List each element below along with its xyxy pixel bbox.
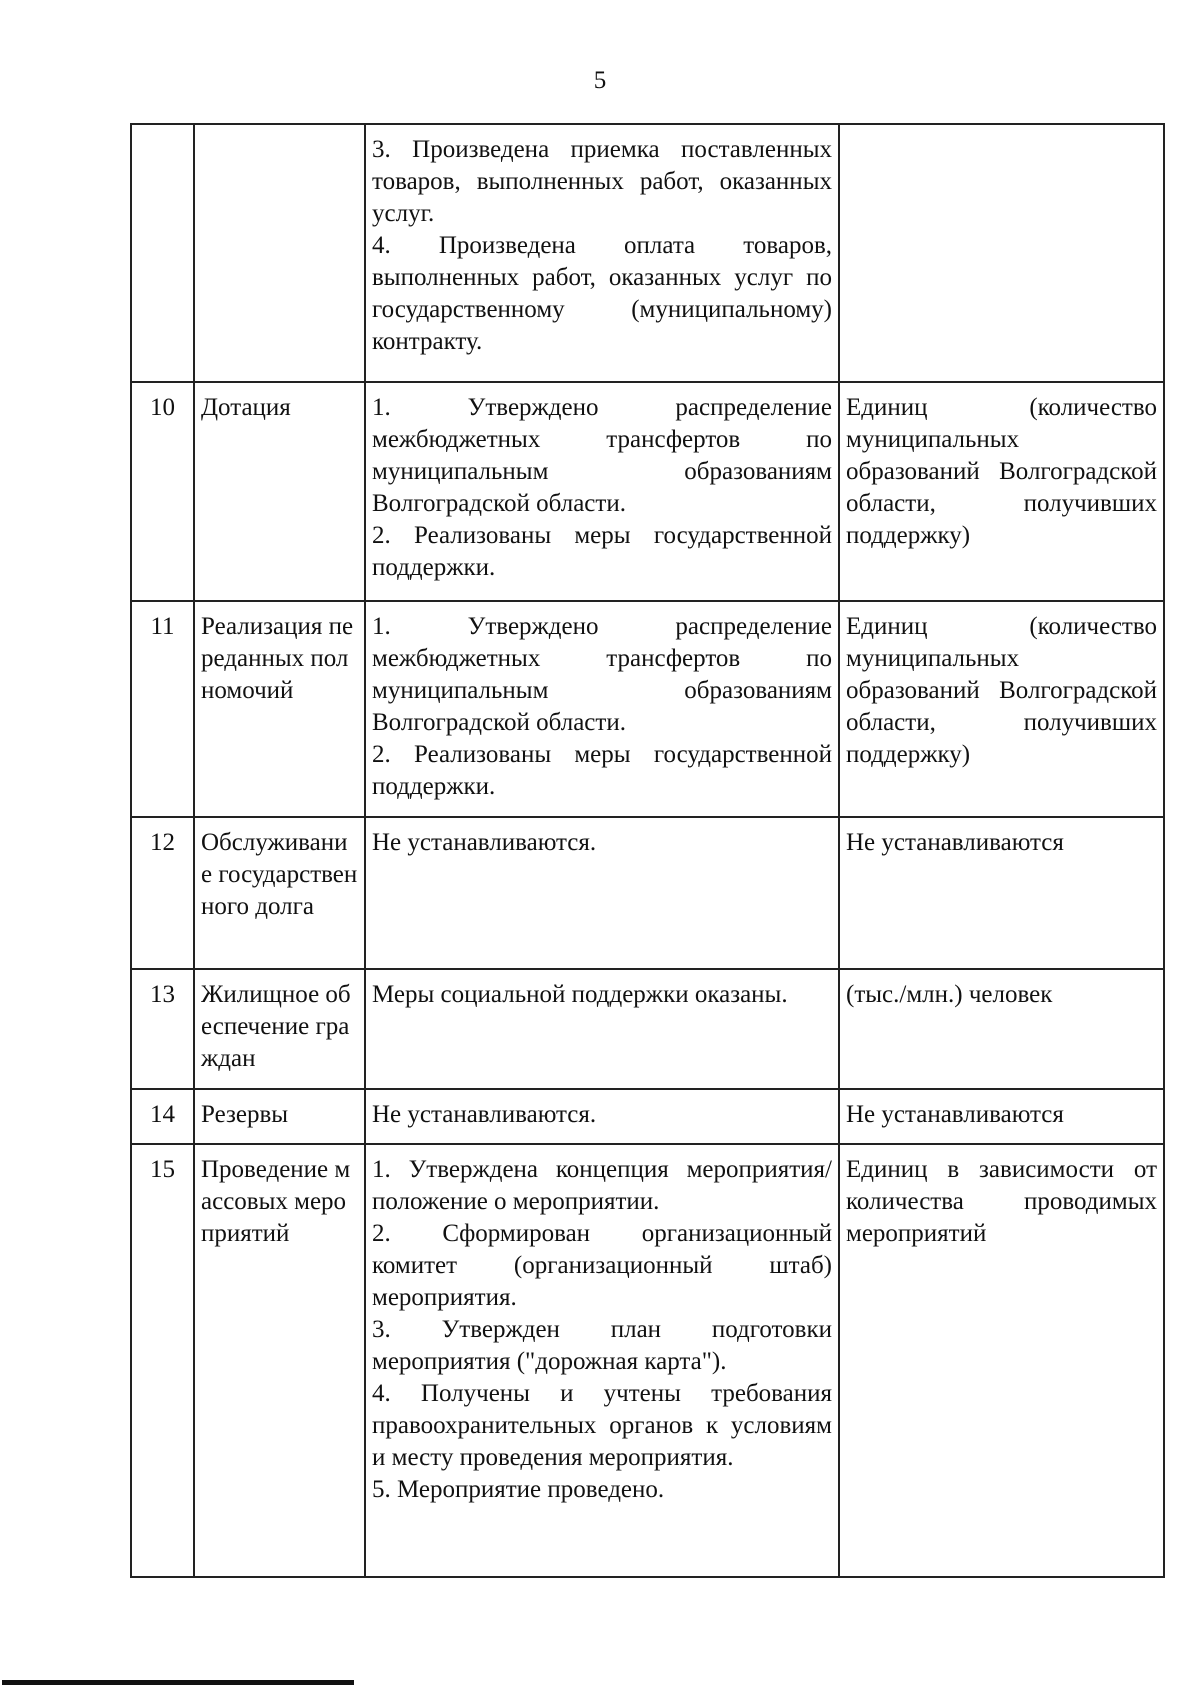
row-number-cell: 13 [131, 969, 194, 1089]
row-name-cell: Дотация [194, 382, 365, 601]
result-item: Не устанавливаются. [372, 1101, 597, 1128]
results-table [130, 123, 1165, 1578]
row-results-cell [365, 1089, 839, 1144]
row-unit-cell: Единиц (количество муниципальных образований Волгоградской области, получивших поддержку) [839, 601, 1164, 817]
row-name-cell [194, 124, 365, 382]
result-item: 2. Реализованы меры государственной поддержки. [372, 741, 832, 800]
row-name-cell: Проведение массовых мероприятий [194, 1144, 365, 1577]
row-name-cell: Реализация переданных полномочий [194, 601, 365, 817]
row-number-cell: 10 [131, 382, 194, 601]
row-name-cell: Жилищное обеспечение граждан [194, 969, 365, 1089]
row-results-cell [365, 1144, 839, 1577]
row-unit-cell [839, 124, 1164, 382]
result-item: 1. Утверждено распределение межбюджетных трансфертов по муниципальным образованиям Волгоградской области. [372, 394, 832, 517]
row-unit-cell: (тыс./млн.) человек [839, 969, 1164, 1089]
row-name-cell: Обслуживание государственного долга [194, 817, 365, 969]
row-number-cell: 12 [131, 817, 194, 969]
table-row [131, 382, 1164, 601]
result-item: 5. Мероприятие проведено. [372, 1476, 665, 1503]
result-item: 1. Утверждено распределение межбюджетных трансфертов по муниципальным образованиям Волгоградской области. [372, 613, 832, 736]
result-item: 4. Произведена оплата товаров, выполненных работ, оказанных услуг по государственному (муниципальному) контракту. [372, 232, 832, 355]
row-number-cell: 15 [131, 1144, 194, 1577]
table-row [131, 969, 1164, 1089]
row-unit-cell: Не устанавливаются [839, 1089, 1164, 1144]
row-results-cell [365, 817, 839, 969]
row-unit-cell: Единиц в зависимости от количества проводимых мероприятий [839, 1144, 1164, 1577]
result-item: 3. Произведена приемка поставленных товаров, выполненных работ, оказанных услуг. [372, 136, 832, 227]
result-item: Не устанавливаются. [372, 829, 597, 856]
row-unit-cell: Единиц (количество муниципальных образований Волгоградской области, получивших поддержку) [839, 382, 1164, 601]
page-number: 5 [593, 67, 607, 94]
table-row [131, 601, 1164, 817]
result-item: 2. Реализованы меры государственной поддержки. [372, 522, 832, 581]
table-row [131, 124, 1164, 382]
result-item: Меры социальной поддержки оказаны. [372, 981, 788, 1008]
result-item: 2. Сформирован организационный комитет (организационный штаб) мероприятия. [372, 1220, 832, 1311]
row-number-cell: 11 [131, 601, 194, 817]
row-results-cell [365, 969, 839, 1089]
bottom-rule [2, 1680, 354, 1685]
row-unit-cell: Не устанавливаются [839, 817, 1164, 969]
row-number-cell [131, 124, 194, 382]
row-results-cell [365, 382, 839, 601]
row-name-cell: Резервы [194, 1089, 365, 1144]
result-item: 3. Утвержден план подготовки мероприятия ("дорожная карта"). [372, 1316, 832, 1375]
row-results-cell [365, 124, 839, 382]
table-row [131, 817, 1164, 969]
result-item: 1. Утверждена концепция мероприятия/положение о мероприятии. [372, 1156, 832, 1215]
row-results-cell [365, 601, 839, 817]
table-row [131, 1144, 1164, 1577]
result-item: 4. Получены и учтены требования правоохранительных органов к условиям и месту проведения мероприятия. [372, 1380, 832, 1471]
table-row [131, 1089, 1164, 1144]
row-number-cell: 14 [131, 1089, 194, 1144]
